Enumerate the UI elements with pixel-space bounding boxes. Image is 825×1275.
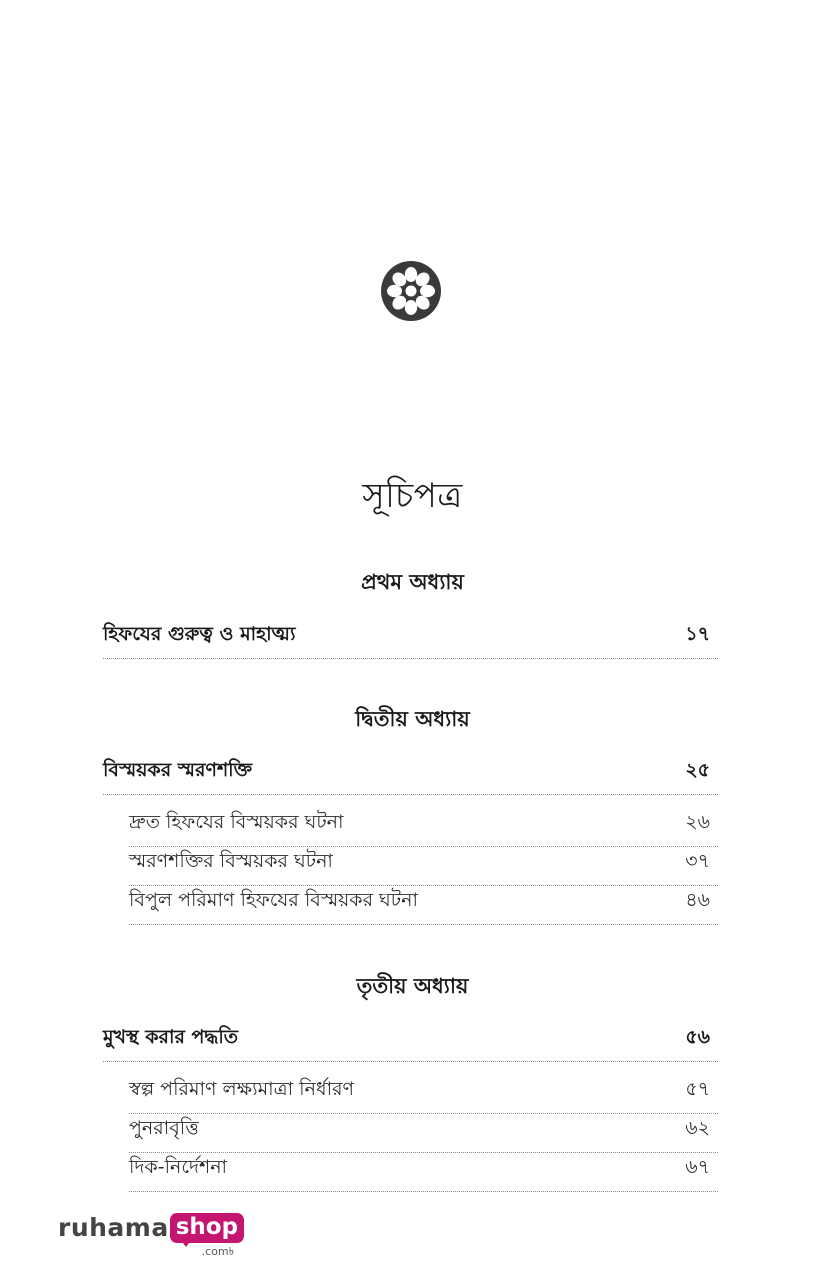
toc-entry-page: ৫৬ <box>685 1026 710 1048</box>
toc-entry-main[interactable] <box>103 1023 718 1062</box>
toc-entry-sub[interactable] <box>129 886 718 925</box>
toc-entry-label: দিক-নির্দেশনা <box>129 1156 228 1178</box>
toc-entry-label: স্মরণশক্তির বিস্ময়কর ঘটনা <box>129 850 333 872</box>
toc-entry-page: ৪৬ <box>685 889 710 911</box>
toc-entry-page: ২৬ <box>685 811 710 833</box>
toc-entry-sub[interactable] <box>129 1075 718 1114</box>
chapter-2-heading: দ্বিতীয় অধ্যায় <box>355 707 470 731</box>
toc-entry-page: ৬৭ <box>685 1156 710 1178</box>
toc-entry-sub[interactable] <box>129 847 718 886</box>
ruhamashop-logo <box>58 1213 244 1259</box>
toc-entry-sub[interactable] <box>129 1114 718 1153</box>
flower-ornament-icon <box>380 260 442 322</box>
toc-entry-label: দ্রুত হিফযের বিস্ময়কর ঘটনা <box>129 811 344 833</box>
toc-entry-sub[interactable] <box>129 1153 718 1192</box>
toc-entry-label: হিফযের গুরুত্ব ও মাহাত্ম্য <box>103 623 296 645</box>
toc-entry-main[interactable] <box>103 756 718 795</box>
chapter-3-heading: তৃতীয় অধ্যায় <box>356 974 469 998</box>
toc-entry-page: ৬২ <box>685 1117 710 1139</box>
toc-entry-label: পুনরাবৃত্তি <box>129 1117 199 1139</box>
toc-entry-label: মুখস্থ করার পদ্ধতি <box>103 1026 239 1048</box>
toc-entry-page: ১৭ <box>685 623 710 645</box>
toc-entry-main[interactable] <box>103 620 718 659</box>
logo-brand-text: ruhama <box>58 1213 169 1242</box>
speech-tail-icon <box>180 1239 192 1247</box>
logo-shop-badge <box>170 1213 244 1258</box>
toc-entry-page: ৫৭ <box>685 1078 710 1100</box>
toc-entry-page: ২৫ <box>685 759 710 781</box>
page-title: সূচিপত্র <box>362 476 463 516</box>
toc-entry-label: বিপুল পরিমাণ হিফযের বিস্ময়কর ঘটনা <box>129 889 418 911</box>
toc-entry-sub[interactable] <box>129 808 718 847</box>
logo-shop-text: shop <box>170 1213 244 1243</box>
toc-entry-page: ৩৭ <box>685 850 710 872</box>
logo-domain-text: .com৳ <box>201 1245 235 1258</box>
toc-entry-label: স্বল্প পরিমাণ লক্ষ্যমাত্রা নির্ধারণ <box>129 1078 355 1100</box>
toc-entry-label: বিস্ময়কর স্মরণশক্তি <box>103 759 253 781</box>
chapter-1-heading: প্রথম অধ্যায় <box>361 570 464 594</box>
